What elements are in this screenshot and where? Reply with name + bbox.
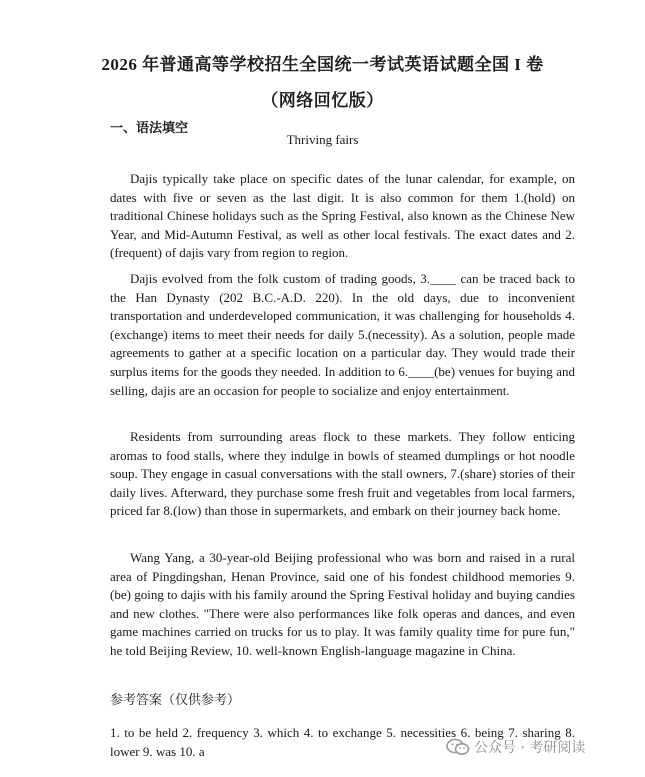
- answers-text: 1. to be held 2. frequency 3. which 4. to exchange 5. necessities 6. being 7. sharing 8. lower 9. was 10. a: [110, 725, 575, 759]
- passage-title: Thriving fairs: [286, 132, 359, 147]
- watermark: [446, 737, 585, 757]
- passage-paragraph-3: Residents from surrounding areas flock to these markets. They follow enticing aromas to food stalls, where they indulge in bowls of steamed dumplings or hot noodle soup. They engage in casual conversations with the stall owners, 7.(share) stories of their daily lives. Afterward, they purchase some fresh fruit and vegetables from local farmers, priced far 8.(low) than those in supermarkets, and embark on their journey back home.: [110, 429, 575, 519]
- passage-paragraph-4: Wang Yang, a 30-year-old Beijing professional who was born and raised in a rural area of Pingdingshan, Henan Province, said one of his fondest childhood memories 9.(be) going to dajis with his family around the Spring Festival holiday and buying candies and new clothes. "There were also performances like folk operas and dances, and even game machines carried on trucks for us to play. It was family quality time for pure fun," he told Beijing Review, 10. well-known English-language magazine in China.: [110, 550, 575, 658]
- wechat-official-account-icon: [446, 738, 470, 756]
- section-heading: 一、语法填空: [110, 120, 189, 135]
- exam-title: 2026 年普通高等学校招生全国统一考试英语试题全国 I 卷: [101, 55, 544, 74]
- passage-paragraph-1: Dajis typically take place on specific dates of the lunar calendar, for example, on dates with five or seven as the last digit. It is also common for them 1.(hold) on traditional Chinese holidays such as the Spring Festival, also known as the Chinese New Year, and Mid-Autumn Festival, as well as other local festivals. The exact dates and 2.(frequent) of dajis vary from region to region.: [110, 171, 575, 261]
- watermark-label: 公众号 · 考研阅读: [474, 740, 586, 756]
- exam-subtitle: （网络回忆版）: [261, 91, 384, 110]
- answers-heading: 参考答案（仅供参考）: [110, 692, 241, 707]
- passage-paragraph-2: Dajis evolved from the folk custom of trading goods, 3.____ can be traced back to the Han Dynasty (202 B.C.-A.D. 220). In the old days, due to inconvenient transportation and underdeveloped communication, it was challenging for households 4.(exchange) items to meet their needs for daily 5.(necessity). As a solution, people made agreements to gather at a specific location on a particular day. They would trade their surplus items for the goods they needed. In addition to 6.____(be) venues for buying and selling, dajis are an occasion for people to socialize and enjoy entertainment.: [110, 271, 575, 398]
